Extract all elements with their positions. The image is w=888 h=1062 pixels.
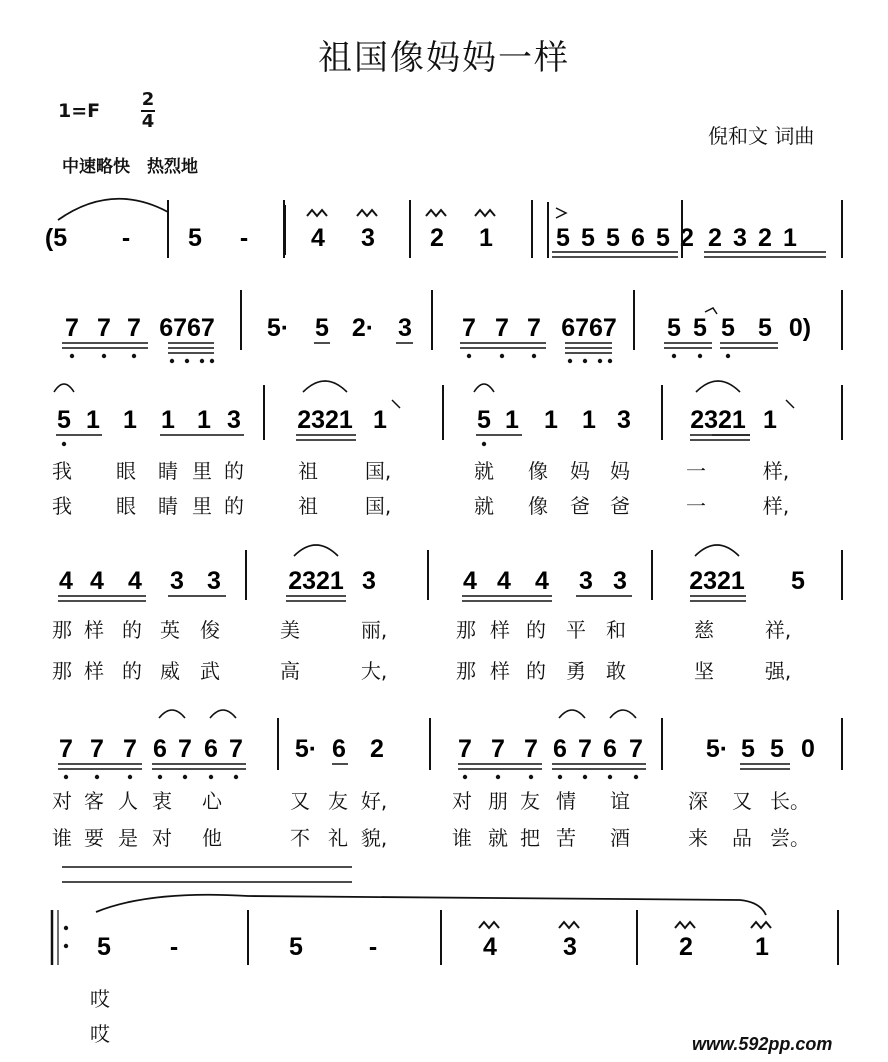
lyric-char: 他 (202, 826, 222, 850)
octave-dot (102, 354, 106, 358)
octave-dot (583, 775, 587, 779)
lyric-char: 我 (52, 459, 72, 483)
octave-dot (70, 354, 74, 358)
lyric-char: 祖 (298, 459, 318, 483)
slur (695, 545, 739, 556)
score-note: 1 (582, 406, 596, 434)
score-note: 5 (581, 224, 595, 252)
score-note: 5 (656, 224, 670, 252)
lyric-char: 祖 (298, 494, 318, 518)
lyric-char: 爸 (610, 494, 630, 518)
lyric-char: 就 (488, 826, 508, 850)
lyric-char: 品 (732, 826, 752, 850)
score-note: 7 (123, 735, 137, 763)
score-note: 6 (153, 735, 167, 763)
lyric-char: 的 (526, 659, 546, 683)
lyric-char: 妈 (570, 459, 590, 483)
lyric-char: 是 (118, 826, 138, 850)
score-note: 4 (59, 567, 73, 595)
score-note: 7 (229, 735, 243, 763)
score-note: 1 (783, 224, 797, 252)
lyric-char: 慈 (694, 618, 714, 642)
score-note: 5 (97, 933, 111, 961)
lyric-char: 客 (84, 789, 104, 813)
score-note: 1 (123, 406, 137, 434)
score-note: 7 (629, 735, 643, 763)
score-note: 7 (458, 735, 472, 763)
score-note: 1 (479, 224, 493, 252)
score-note: 7 (127, 314, 141, 342)
octave-dot (598, 359, 602, 363)
lyric-char: 样 (490, 659, 510, 683)
lyric-line (0, 655, 888, 683)
song-title: 祖国像妈妈一样 (318, 38, 570, 78)
score-note: 4 (483, 933, 497, 961)
trill-mark (307, 210, 327, 216)
lyric-char: 睛 (158, 459, 178, 483)
slur (696, 381, 740, 392)
score-note: 4 (463, 567, 477, 595)
accent-mark (556, 208, 566, 218)
lyric-char: 心 (202, 789, 222, 813)
score-note: 7 (495, 314, 509, 342)
score-note: 5 (315, 314, 329, 342)
score-note: 3 (617, 406, 631, 434)
score-note: 2321 (690, 406, 746, 434)
lyric-char: 对 (52, 789, 72, 813)
score-note: 7 (65, 314, 79, 342)
lyric-char: 美 (280, 618, 300, 642)
octave-dot (463, 775, 467, 779)
lyric-char: 貌, (360, 826, 388, 850)
lyric-char: 睛 (158, 494, 178, 518)
octave-dot (532, 354, 536, 358)
octave-dot (183, 775, 187, 779)
score-note: 0) (788, 314, 812, 342)
slur (54, 384, 74, 392)
lyric-line (0, 614, 888, 642)
score-note: - (368, 933, 378, 961)
score-note: 2321 (288, 567, 344, 595)
lyric-char: 那 (456, 659, 476, 683)
score-note: 4 (497, 567, 511, 595)
trill-mark (751, 922, 771, 928)
lyric-char: 尝。 (770, 826, 810, 850)
slur (610, 710, 636, 718)
score-note: 1 (86, 406, 100, 434)
score-note: 1 (763, 406, 777, 434)
score-note: 7 (578, 735, 592, 763)
score-note: 5 (606, 224, 620, 252)
score-note: - (239, 224, 249, 252)
slur (559, 710, 585, 718)
score-note: 7 (90, 735, 104, 763)
score-note: 1 (544, 406, 558, 434)
lyric-char: 长。 (770, 789, 810, 813)
score-note: 5 (556, 224, 570, 252)
score-note: 4 (311, 224, 325, 252)
score-note: 7 (524, 735, 538, 763)
octave-dot (209, 775, 213, 779)
lyric-char: 的 (224, 459, 244, 483)
score-note: 1 (161, 406, 175, 434)
lyric-char: 苦 (556, 826, 576, 850)
octave-dot (128, 775, 132, 779)
lyric-char: 样 (84, 618, 104, 642)
lyric-char: 那 (52, 659, 72, 683)
lyric-char: 把 (520, 826, 540, 850)
lyric-char: 里 (192, 494, 212, 518)
trill-mark (475, 210, 495, 216)
score-note: 6 (553, 735, 567, 763)
score-note: 5 (770, 735, 784, 763)
octave-dot (200, 359, 204, 363)
lyric-char: 来 (688, 826, 708, 850)
lyric-char: 样, (762, 459, 790, 483)
score-note: 6 (332, 735, 346, 763)
score-note: 3 (207, 567, 221, 595)
score-note: 2321 (297, 406, 353, 434)
lyric-char: 坚 (694, 659, 714, 683)
lyric-char: 强, (764, 659, 792, 683)
score-note: 6767 (561, 314, 617, 342)
octave-dot (95, 775, 99, 779)
lyric-line (0, 822, 888, 850)
lyric-char: 平 (566, 618, 586, 642)
lyric-char: 样 (84, 659, 104, 683)
lyric-char: 对 (452, 789, 472, 813)
repeat-dot (64, 926, 68, 930)
score-note: 2 (679, 933, 693, 961)
lyric-char: 国, (364, 494, 392, 518)
lyric-char: 俊 (200, 618, 220, 642)
score-note: 4 (535, 567, 549, 595)
watermark: www.592pp.com (692, 1034, 833, 1054)
breath-mark (786, 400, 794, 408)
score-note: 3 (733, 224, 747, 252)
score-note: 7 (178, 735, 192, 763)
lyric-char: 那 (52, 618, 72, 642)
score-note: 6 (204, 735, 218, 763)
octave-dot (608, 359, 612, 363)
lyric-char: 又 (290, 789, 310, 813)
score-note: 5 (188, 224, 202, 252)
octave-dot (698, 354, 702, 358)
lyric-char: 一 (686, 459, 706, 483)
score-note: 2321 (689, 567, 745, 595)
score-note: 3 (170, 567, 184, 595)
score-note: 5 (477, 406, 491, 434)
lyric-char: 谁 (52, 826, 72, 850)
score-note: 3 (362, 567, 376, 595)
slur (159, 710, 185, 718)
score-note: 7 (59, 735, 73, 763)
octave-dot (234, 775, 238, 779)
octave-dot (634, 775, 638, 779)
lyric-line (0, 785, 888, 813)
lyric-char: 妈 (610, 459, 630, 483)
lyric-char: 我 (52, 494, 72, 518)
score-note: 5· (266, 314, 290, 342)
score-note: 3 (398, 314, 412, 342)
score-note: 1 (755, 933, 769, 961)
score-note: 3 (613, 567, 627, 595)
lyric-char: 样, (762, 494, 790, 518)
lyric-char: 里 (192, 459, 212, 483)
lyric-char: 深 (688, 789, 708, 813)
lyric-char: 不 (290, 826, 310, 850)
lyric-char: 大, (360, 659, 388, 683)
octave-dot (583, 359, 587, 363)
octave-dot (158, 775, 162, 779)
lyric-char: 威 (160, 659, 180, 683)
score-note: - (121, 224, 131, 252)
lyric-char: 友 (520, 789, 540, 813)
octave-dot (529, 775, 533, 779)
score-note: 5 (57, 406, 71, 434)
lyric-char: 像 (528, 494, 548, 518)
octave-dot (482, 442, 486, 446)
score-note: 4 (90, 567, 104, 595)
lyric-char: 谁 (452, 826, 472, 850)
lyric-char: 的 (526, 618, 546, 642)
lyric-char: 像 (528, 459, 548, 483)
score-note: 2 (680, 224, 694, 252)
trill-mark (357, 210, 377, 216)
score-note: 2 (708, 224, 722, 252)
slur (210, 710, 236, 718)
lyric-char: 礼 (328, 826, 348, 850)
octave-dot (568, 359, 572, 363)
octave-dot (558, 775, 562, 779)
lyric-char: 武 (200, 659, 220, 683)
score-note: 3 (227, 406, 241, 434)
composer-credit: 倪和文 词曲 (708, 124, 815, 148)
lyric-char: 的 (224, 494, 244, 518)
lyric-char: 好, (360, 789, 388, 813)
score-note: 5 (758, 314, 772, 342)
lyric-char: 朋 (488, 789, 508, 813)
side-lyric-1: 哎 (90, 987, 110, 1011)
lyric-char: 酒 (610, 826, 630, 850)
lyric-char: 英 (160, 618, 180, 642)
octave-dot (496, 775, 500, 779)
lyric-char: 谊 (610, 789, 630, 813)
lyric-char: 人 (118, 789, 138, 813)
octave-dot (132, 354, 136, 358)
lyric-char: 对 (152, 826, 172, 850)
score-note: 5 (791, 567, 805, 595)
slur (474, 384, 494, 392)
lyric-char: 高 (280, 659, 300, 683)
lyric-char: 就 (474, 494, 494, 518)
slur (294, 545, 338, 556)
octave-dot (62, 442, 66, 446)
lyric-char: 的 (122, 659, 142, 683)
octave-dot (500, 354, 504, 358)
score-note: 6 (631, 224, 645, 252)
octave-dot (726, 354, 730, 358)
score-note: 5 (741, 735, 755, 763)
lyric-char: 那 (456, 618, 476, 642)
trill-mark (675, 922, 695, 928)
lyric-char: 勇 (566, 659, 586, 683)
score-note: 7 (462, 314, 476, 342)
slur (303, 381, 347, 392)
score-note: 2 (430, 224, 444, 252)
score-note: 3 (563, 933, 577, 961)
octave-dot (210, 359, 214, 363)
octave-dot (467, 354, 471, 358)
time-signature-bottom: 4 (141, 111, 155, 132)
score-note: 7 (527, 314, 541, 342)
score-note: 6 (603, 735, 617, 763)
score-note: 3 (579, 567, 593, 595)
tie-slur (58, 199, 168, 220)
lyric-char: 眼 (116, 459, 136, 483)
lyric-char: 国, (364, 459, 392, 483)
lyric-char: 祥, (764, 618, 792, 642)
lyric-char: 衷 (152, 789, 172, 813)
side-lyric-2: 哎 (90, 1022, 110, 1046)
octave-dot (672, 354, 676, 358)
score-note: 1 (197, 406, 211, 434)
score-note: 5 (667, 314, 681, 342)
trill-mark (479, 922, 499, 928)
lyric-char: 一 (686, 494, 706, 518)
time-signature-top: 2 (141, 89, 155, 110)
trill-mark (559, 922, 579, 928)
lyric-char: 样 (490, 618, 510, 642)
score-note: 3 (361, 224, 375, 252)
octave-dot (64, 775, 68, 779)
score-note: 2 (370, 735, 384, 763)
score-note: 5· (705, 735, 729, 763)
score-note: 2· (351, 314, 375, 342)
lyric-char: 和 (606, 618, 626, 642)
octave-dot (170, 359, 174, 363)
key-signature: 1=F (58, 100, 101, 122)
lyric-char: 要 (84, 826, 104, 850)
score-note: 1 (505, 406, 519, 434)
lyric-char: 敢 (606, 659, 626, 683)
lyric-line (0, 490, 888, 518)
octave-dot (185, 359, 189, 363)
trill-mark (426, 210, 446, 216)
long-slur (96, 895, 766, 915)
score-note: 0 (801, 735, 815, 763)
lyric-char: 又 (732, 789, 752, 813)
score-note: (5 (44, 224, 68, 252)
score-note: 1 (373, 406, 387, 434)
lyric-char: 友 (328, 789, 348, 813)
octave-dot (608, 775, 612, 779)
lyric-line (0, 455, 888, 483)
lyric-char: 眼 (116, 494, 136, 518)
lyric-char: 情 (556, 789, 576, 813)
lyric-char: 丽, (360, 618, 388, 642)
score-note: 4 (128, 567, 142, 595)
lyric-char: 就 (474, 459, 494, 483)
score-note: 5 (693, 314, 707, 342)
score-note: 5 (721, 314, 735, 342)
score-note: 7 (491, 735, 505, 763)
score-note: 7 (97, 314, 111, 342)
score-note: 5· (294, 735, 318, 763)
score-note: 6767 (159, 314, 215, 342)
score-note: 5 (289, 933, 303, 961)
repeat-dot (64, 944, 68, 948)
lyric-char: 爸 (570, 494, 590, 518)
breath-mark (392, 400, 400, 408)
score-note: - (169, 933, 179, 961)
lyric-char: 的 (122, 618, 142, 642)
score-note: 2 (758, 224, 772, 252)
tempo-marking: 中速略快 热烈地 (62, 157, 198, 177)
